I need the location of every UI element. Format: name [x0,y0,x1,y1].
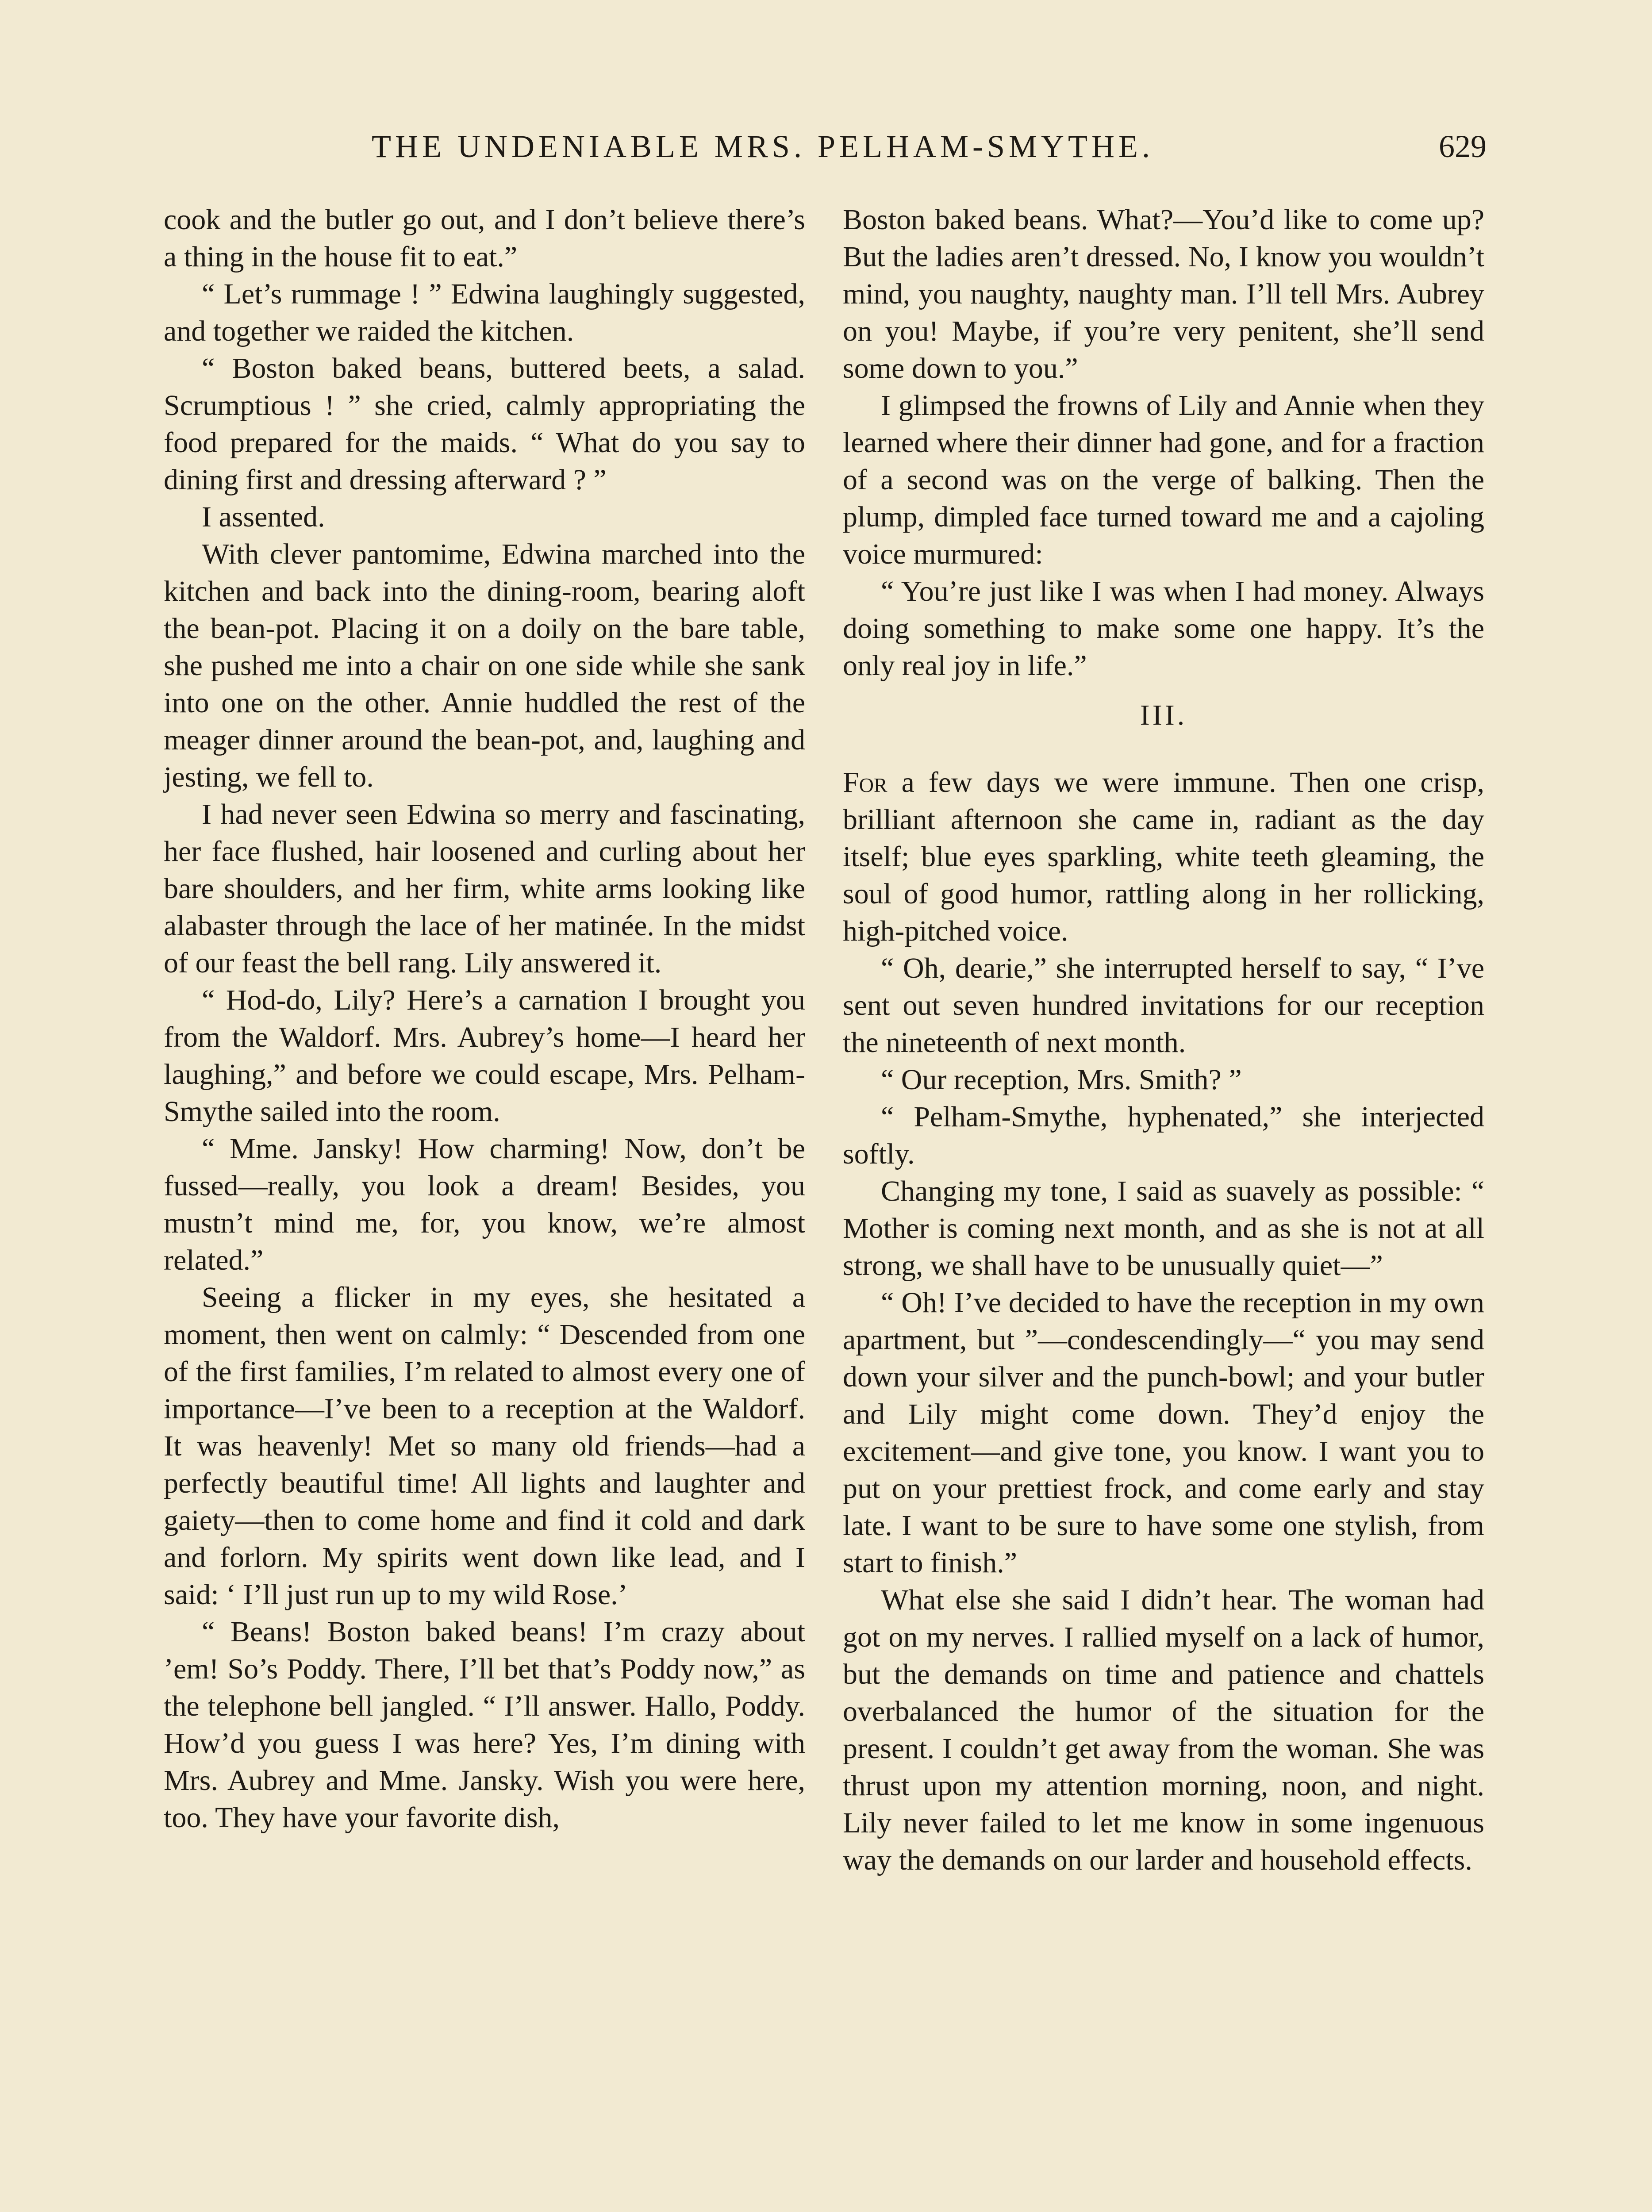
paragraph: “ Our reception, Mrs. Smith? ” [881,1064,1242,1096]
paragraph: I had never seen Edwina so merry and fascinating, her face flushed, hair loosened and curling about her bare shoulders, and her firm, white arms looking like alabaster through the lace of her matinée. In the midst of our feast the bell rang. Lily answered it. [164,798,805,979]
paragraph: “ Mme. Jansky! How charming! Now, don’t be fussed—really, you look a dream! Besides, you mustn’t mind me, for, you know, we’re almost related.” [164,1133,805,1276]
paragraph: “ Pelham-Smythe, hyphenated,” she interjected softly. [843,1101,1484,1170]
paragraph: “ Hod-do, Lily? Here’s a carnation I brought you from the Waldorf. Mrs. Aubrey’s home—I heard her laughing,” and before we could escape, Mrs. Pelham-Smythe sailed into the room. [164,984,805,1128]
paragraph: “ Beans! Boston baked beans! I’m crazy about ’em! So’s Poddy. There, I’ll bet that’s Poddy now,” as the telephone bell jangled. “ I’ll answer. Hallo, Poddy. How’d you guess I was here? Yes, I’m dining with Mrs. Aubrey and Mme. Jansky. Wish you were here, too. They have your favorite dish, [164,1616,805,1834]
paragraph: cook and the butler go out, and I don’t believe there’s a thing in the house fit to eat.” [164,204,805,273]
section-opening-paragraph [843,764,1484,950]
paragraph: “ Oh, dearie,” she interrupted herself to say, “ I’ve sent out seven hundred invitations for our reception the nineteenth of next month. [843,952,1484,1059]
section-opening-text: a few days we were immune. Then one crisp, brilliant afternoon she came in, radiant as the day itself; blue eyes sparkling, white teeth gleaming, the soul of good humor, rattling along in her rollicking, high-pitched voice. [843,766,1484,947]
paragraph: Boston baked beans. What?—You’d like to come up? But the ladies aren’t dressed. No, I know you wouldn’t mind, you naughty, naughty man. I’ll tell Mrs. Aubrey on you! Maybe, if you’re very penitent, she’ll send some down to you.” [843,204,1484,384]
right-column [843,201,1484,1879]
small-caps-lead: For [843,766,887,799]
paragraph: Changing my tone, I said as suavely as possible: “ Mother is coming next month, and as she is not at all strong, we shall have to be unusually quiet—” [843,1175,1484,1282]
paragraph: “ Let’s rummage ! ” Edwina laughingly suggested, and together we raided the kitchen. [164,278,805,347]
paragraph: I assented. [202,501,325,533]
running-head [164,122,1487,171]
running-title: THE UNDENIABLE MRS. PELHAM-SMYTHE. [372,129,1154,164]
paragraph: What else she said I didn’t hear. The woman had got on my nerves. I rallied myself on a lack of humor, but the demands on time and patience and chattels overbalanced the humor of the situation for the present. I couldn’t get away from the woman. She was thrust upon my attention morning, noon, and night. Lily never failed to let me know in some ingenuous way the demands on our larder and household effects. [843,1584,1484,1876]
paragraph: With clever pantomime, Edwina marched into the kitchen and back into the dining-room, bearing aloft the bean-pot. Placing it on a doily on the bare table, she pushed me into a chair on one side while she sank into one on the other. Annie huddled the rest of the meager dinner around the bean-pot, and, laughing and jesting, we fell to. [164,538,805,793]
paragraph: “ You’re just like I was when I had money. Always doing something to make some one happy. It’s the only real joy in life.” [843,575,1484,682]
page-number: 629 [1439,129,1487,164]
paragraph: Seeing a flicker in my eyes, she hesitated a moment, then went on calmly: “ Descended from one of the first families, I’m related to almost every one of importance—I’ve been to a reception at the Waldorf. It was heavenly! Met so many old friends—had a perfectly beautiful time! All lights and laughter and gaiety—then to come home and find it cold and dark and forlorn. My spirits went down like lead, and I said: ‘ I’ll just run up to my wild Rose.’ [164,1281,805,1611]
left-column [164,201,805,1836]
section-heading: III. [1140,699,1187,731]
paragraph: “ Boston baked beans, buttered beets, a salad. Scrumptious ! ” she cried, calmly appropriating the food prepared for the maids. “ What do you say to dining first and dressing afterward ? ” [164,352,805,496]
paragraph: “ Oh! I’ve decided to have the reception in my own apartment, but ”—condescendingly—“ you may send down your silver and the punch-bowl; and your butler and Lily might come down. They’d enjoy the excitement—and give tone, you know. I want you to put on your prettiest frock, and come early and stay late. I want to be sure to have some one stylish, from start to finish.” [843,1286,1484,1579]
paragraph: I glimpsed the frowns of Lily and Annie when they learned where their dinner had gone, and for a fraction of a second was on the verge of balking. Then the plump, dimpled face turned toward me and a cajoling voice murmured: [843,389,1484,570]
